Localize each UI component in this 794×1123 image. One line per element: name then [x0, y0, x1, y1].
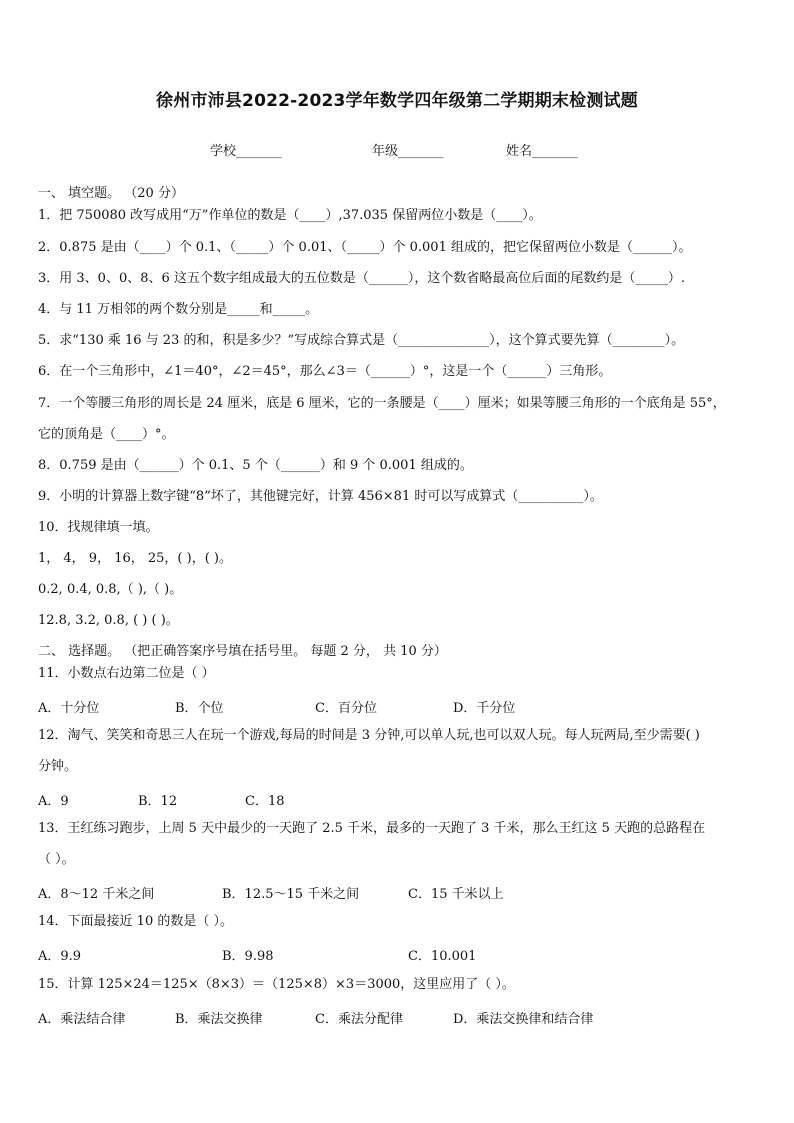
q12-option-a: A．9: [38, 794, 69, 809]
question-7-line-1: 7．一个等腰三角形的周长是 24 厘米，底是 6 厘米，它的一条腰是（____）厘米；如果等腰三角形的一个底角是 55°，: [38, 396, 726, 411]
q15-option-d: D．乘法交换律和结合律: [453, 1012, 594, 1027]
q15-option-b: B．乘法交换律: [175, 1012, 263, 1027]
q11-option-b: B．个位: [175, 701, 224, 716]
question-12-line-1: 12．淘气、笑笑和奇思三人在玩一个游戏,每局的时间是 3 分钟,可以单人玩,也可以双人玩。每人玩两局,至少需要( ): [38, 728, 700, 743]
q11-option-c: C．百分位: [315, 701, 377, 716]
question-13-line-2: （ ）。: [38, 852, 75, 867]
q14-option-b: B．9.98: [222, 949, 274, 964]
question-2: 2．0.875 是由（____）个 0.1、（_____）个 0.01、（_____）个 0.001 组成的，把它保留两位小数是（______）。: [38, 240, 692, 255]
q15-option-c: C．乘法分配律: [315, 1012, 403, 1027]
question-13-line-1: 13．王红练习跑步，上周 5 天中最少的一天跑了 2.5 千米，最多的一天跑了 3 千米，那么王红这 5 天跑的总路程在: [38, 821, 706, 836]
q11-option-d: D．千分位: [453, 701, 516, 716]
question-15: 15．计算 125×24＝125×（8×3）＝（125×8）×3＝3000，这里应用了（ ）。: [38, 977, 515, 992]
question-10-sequence-1: 1， 4， 9， 16， 25，( )，( )。: [38, 551, 232, 566]
q13-option-c: C．15 千米以上: [408, 887, 504, 902]
q12-option-c: C．18: [245, 794, 285, 809]
question-7-line-2: 它的顶角是（____）°。: [38, 427, 175, 442]
question-1: 1．把 750080 改写成用“万”作单位的数是（____）,37.035 保留两位小数是（____）。: [38, 208, 542, 223]
name-field: 姓名_______: [506, 144, 578, 159]
question-3: 3．用 3、0、0、8、6 这五个数字组成最大的五位数是（______），这个数省略最高位后面的尾数约是（_____）.: [38, 271, 686, 286]
q14-option-a: A．9.9: [38, 949, 82, 964]
q14-option-c: C．10.001: [408, 949, 477, 964]
question-4: 4．与 11 万相邻的两个数分别是_____和_____。: [38, 302, 319, 317]
question-6: 6．在一个三角形中，∠1＝40°，∠2＝45°，那么∠3＝（______）°，这是一个（______）三角形。: [38, 364, 612, 379]
question-10-sequence-2: 0.2, 0.4, 0.8,（ ),（ )。: [38, 582, 183, 597]
question-5: 5．求“130 乘 16 与 23 的和，积是多少？”写成综合算式是（______________），这个算式要先算（________）。: [38, 333, 685, 348]
question-8: 8．0.759 是由（______）个 0.1、5 个（______）和 9 个 0.001 组成的。: [38, 458, 473, 473]
q13-option-a: A．8～12 千米之间: [38, 887, 155, 902]
q12-option-b: B．12: [138, 794, 178, 809]
q11-option-a: A．十分位: [38, 701, 100, 716]
question-11: 11．小数点右边第二位是（ ）: [38, 666, 215, 681]
school-field: 学校_______: [210, 144, 282, 159]
question-9: 9．小明的计算器上数字键“8”坏了，其他键完好，计算 456×81 时可以写成算式（__________）。: [38, 489, 603, 504]
question-10: 10．找规律填一填。: [38, 520, 159, 535]
page-title: 徐州市沛县2022-2023学年数学四年级第二学期期末检测试题: [156, 91, 638, 111]
question-14: 14．下面最接近 10 的数是（ ）。: [38, 914, 233, 929]
section-heading-choice: 二、 选择题。 （把正确答案序号填在括号里。 每题 2 分， 共 10 分）: [38, 644, 447, 659]
question-10-sequence-3: 12.8, 3.2, 0.8, ( ) ( )。: [38, 613, 179, 628]
q15-option-a: A．乘法结合律: [38, 1012, 126, 1027]
question-12-line-2: 分钟。: [38, 759, 78, 774]
grade-field: 年级_______: [372, 144, 444, 159]
section-heading-fill-in: 一、 填空题。 （20 分）: [38, 186, 184, 201]
q13-option-b: B．12.5～15 千米之间: [222, 887, 360, 902]
